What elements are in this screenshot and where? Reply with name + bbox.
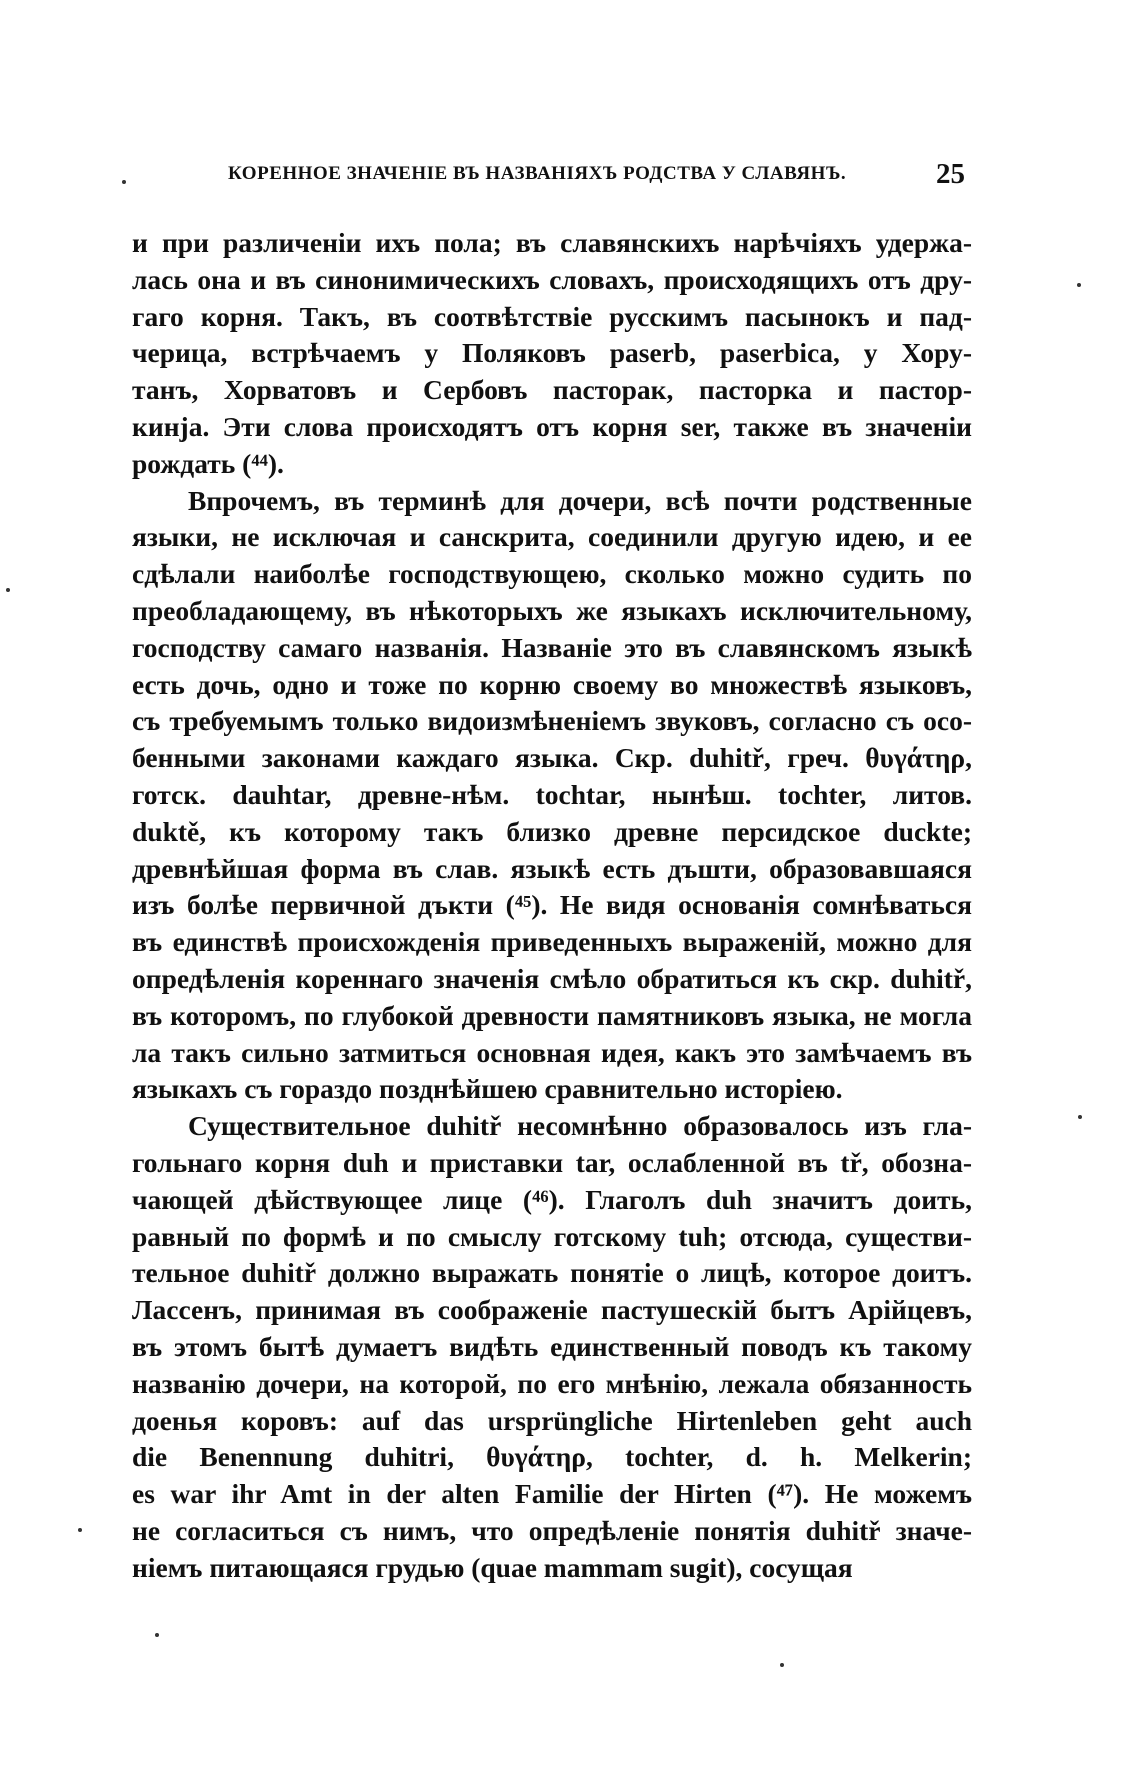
scan-speck xyxy=(1078,1115,1082,1119)
text-line: ла такъ сильно затмиться основная идея, какъ это замѣчаемъ въ xyxy=(132,1036,972,1068)
scan-speck xyxy=(6,588,10,592)
text-line: названію дочери, на которой, по его мнѣнію, лежала обязанность xyxy=(132,1367,972,1399)
text-line: бенными законами каждаго языка. Скр. duhitř, греч. θυγάτηρ, xyxy=(132,742,972,774)
scan-speck xyxy=(780,1663,784,1667)
text-line: duktě, къ которому такъ близко древне персидское duckte; xyxy=(132,815,972,847)
text-line: опредѣленія кореннаго значенія смѣло обратиться къ скр. duhitř, xyxy=(132,962,972,994)
text-line: сдѣлали наиболѣе господствующею, сколько можно судить по xyxy=(132,558,972,590)
scan-speck xyxy=(1077,283,1081,287)
text-line: изъ болѣе первичной дъкти (⁴⁵). Не видя основанія сомнѣваться xyxy=(132,889,972,921)
text-line: равный по формѣ и по смыслу готскому tuh; отсюда, существи- xyxy=(132,1220,972,1252)
text-line: въ этомъ бытѣ думаетъ видѣть единственный поводъ къ такому xyxy=(132,1330,972,1362)
paragraph-first-line: Существительное duhitř несомнѣнно образовалось изъ гла- xyxy=(188,1110,972,1142)
text-line: танъ, Хорватовъ и Сербовъ пасторак, пасторка и пастор- xyxy=(132,374,972,406)
text-line: рождать (⁴⁴). xyxy=(132,447,284,479)
page-number: 25 xyxy=(936,158,965,190)
text-line: языкахъ съ гораздо позднѣйшею сравнительно исторіею. xyxy=(132,1073,843,1105)
text-line: тельное duhitř должно выражать понятіе о лицѣ, которое доитъ. xyxy=(132,1257,972,1289)
paragraph-first-line: Впрочемъ, въ терминѣ для дочери, всѣ почти родственные xyxy=(188,484,972,516)
text-line: съ требуемымъ только видоизмѣненіемъ звуковъ, согласно съ осо- xyxy=(132,705,972,737)
scan-speck xyxy=(155,1633,159,1637)
text-line: не согласиться съ нимъ, что опредѣленіе понятія duhitř значе- xyxy=(132,1514,972,1546)
text-line: лась она и въ синонимическихъ словахъ, происходящихъ отъ дру- xyxy=(132,263,972,295)
text-line: въ которомъ, по глубокой древности памятниковъ языка, не могла xyxy=(132,999,972,1031)
body-text xyxy=(132,225,972,1586)
running-title: КОРЕННОЕ ЗНАЧЕНІЕ ВЪ НАЗВАНІЯХЪ РОДСТВА У СЛАВЯНЪ. xyxy=(228,163,847,184)
text-line: Лассенъ, принимая въ соображеніе пастушескій бытъ Арійцевъ, xyxy=(132,1294,972,1326)
text-line: въ единствѣ происхожденія приведенныхъ выраженій, можно для xyxy=(132,926,972,958)
text-line: ніемъ питающаяся грудью (quae mammam sugit), сосущая xyxy=(132,1551,853,1583)
text-line: кинја. Эти слова происходятъ отъ корня ser, также въ значеніи xyxy=(132,410,972,442)
text-line: господству самаго названія. Названіе это въ славянскомъ языкѣ xyxy=(132,631,972,663)
text-line: преобладающему, въ нѣкоторыхъ же языкахъ исключительному, xyxy=(132,594,972,626)
text-line: черица, встрѣчаемъ у Поляковъ paserb, paserbica, у Хору- xyxy=(132,337,972,369)
text-line: и при различеніи ихъ пола; въ славянскихъ нарѣчіяхъ удержа- xyxy=(132,227,972,258)
text-line: es war ihr Amt in der alten Familie der Hirten (⁴⁷). Не можемъ xyxy=(132,1478,972,1510)
text-line: die Benennung duhitri, θυγάτηρ, tochter, d. h. Melkerin; xyxy=(132,1441,972,1473)
text-line: гольнаго корня duh и приставки tar, ослабленной въ tř, обозна- xyxy=(132,1146,972,1178)
text-line: есть дочь, одно и тоже по корню своему во множествѣ языковъ, xyxy=(132,668,972,700)
scan-speck xyxy=(78,1528,82,1532)
scan-speck xyxy=(122,180,126,184)
text-line: чающей дѣйствующее лице (⁴⁶). Глаголъ duh значитъ доить, xyxy=(132,1183,972,1215)
text-line: доенья коровъ: auf das ursprüngliche Hirtenleben geht auch xyxy=(132,1404,972,1436)
text-line: древнѣйшая форма въ слав. языкѣ есть дъшти, образовавшаяся xyxy=(132,852,972,884)
text-line: языки, не исключая и санскрита, соединили другую идею, и ее xyxy=(132,521,972,553)
text-line: готск. dauhtar, древне-нѣм. tochtar, нынѣш. tochter, литов. xyxy=(132,778,972,810)
text-line: гаго корня. Такъ, въ соотвѣтствіе русскимъ пасынокъ и пад- xyxy=(132,300,972,332)
